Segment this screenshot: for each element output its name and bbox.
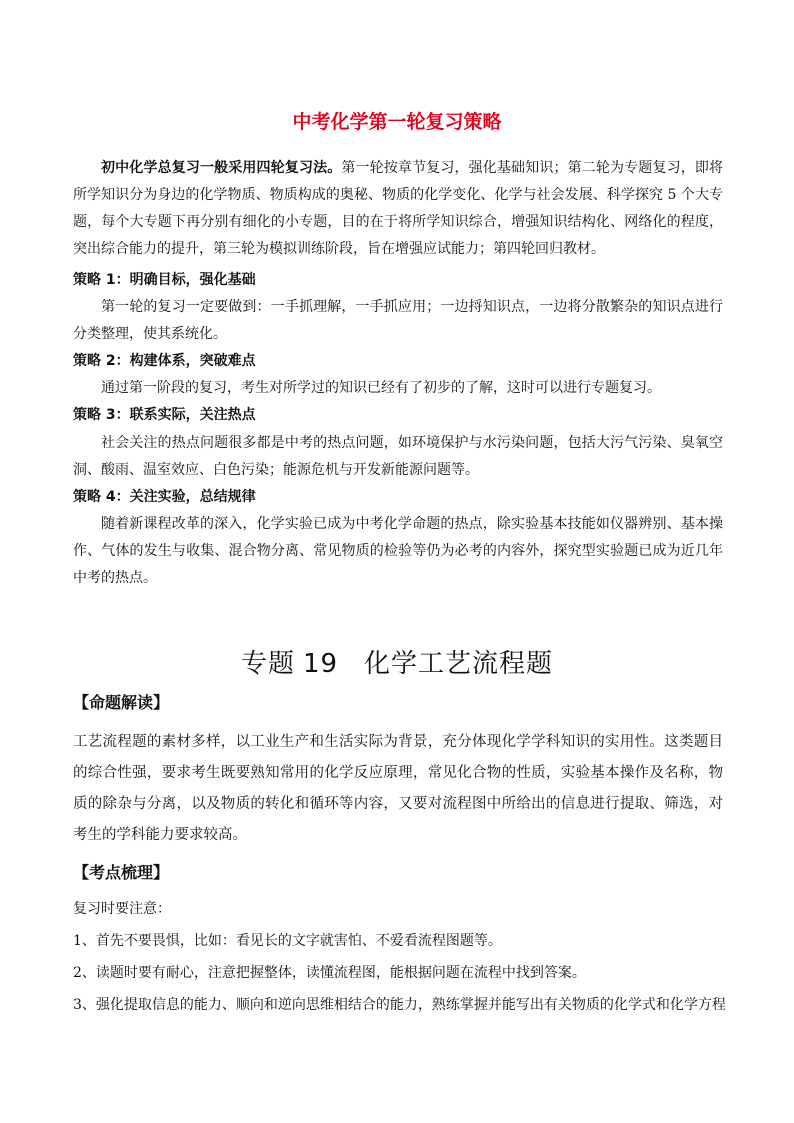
intro-lead: 初中化学总复习一般采用四轮复习法。 [101, 160, 342, 176]
document-title: 中考化学第一轮复习策略 [292, 111, 502, 133]
intro-paragraph [73, 155, 723, 263]
section-interpretation-text: 工艺流程题的素材多样，以工业生产和生活实际为背景，充分体现化学学科知识的实用性。这类题目的综合性强，要求考生既要熟知常用的化学反应原理，常见化合物的性质，实验基本操作及名称，物质的除杂与分离，以及物质的转化和循环等内容，又要对流程图中所给出的信息进行提取、筛选，对考生的学科能力要求较高。 [73, 734, 723, 843]
strategy-2-heading: 策略 2：构建体系，突破难点 [73, 353, 256, 369]
strategy-1-heading: 策略 1：明确目标，强化基础 [73, 272, 256, 288]
section-heading-interpretation: 【命题解读】 [73, 693, 170, 712]
key-points-line: 3、强化提取信息的能力、顺向和逆向思维相结合的能力，熟练掌握并能写出有关物质的化学式和化学方程 [73, 997, 726, 1013]
strategy-2-text: 通过第一阶段的复习，考生对所学过的知识已经有了初步的了解，这时可以进行专题复习。 [101, 380, 661, 396]
strategy-4-text: 随着新课程改革的深入，化学实验已成为中考化学命题的热点，除实验基本技能如仪器辨别、基本操作、气体的发生与收集、混合物分离、常见物质的检验等仍为必考的内容外，探究型实验题已成为近几年中考的热点。 [73, 516, 723, 586]
topic-prefix: 专题 [240, 649, 295, 679]
topic-name: 化学工艺流程题 [364, 649, 554, 679]
key-points-line: 2、读题时要有耐心，注意把握整体，读懂流程图，能根据问题在流程中找到答案。 [73, 965, 586, 981]
topic-number: 19 [302, 649, 339, 679]
key-points-line: 1、首先不要畏惧，比如：看见长的文字就害怕、不爱看流程图题等。 [73, 933, 502, 949]
strategy-3-text: 社会关注的热点问题很多都是中考的热点问题，如环境保护与水污染问题，包括大污气污染、臭氧空洞、酸雨、温室效应、白色污染；能源危机与开发新能源问题等。 [73, 435, 723, 478]
topic-title [0, 643, 794, 680]
strategy-3-heading: 策略 3：联系实际，关注热点 [73, 407, 256, 423]
strategy-1-text: 第一轮的复习一定要做到：一手抓理解，一手抓应用；一边捋知识点，一边将分散繁杂的知识点进行分类整理，使其系统化。 [73, 299, 723, 342]
section-heading-key-points: 【考点梳理】 [73, 863, 170, 882]
intro-text: 第一轮按章节复习，强化基础知识；第二轮为专题复习，即将所学知识分为身边的化学物质、物质构成的奥秘、物质的化学变化、化学与社会发展、科学探究 5 个大专题，每个大专题下再分别有细化的小专题，目的在于将所学知识综合，增强知识结构化、网络化的程度，突出综合能力的提升，第三轮为模拟训练阶段，旨在增强应试能力；第四轮回归教材。 [73, 160, 724, 257]
key-points-line: 复习时要注意： [73, 901, 171, 917]
strategy-4-heading: 策略 4：关注实验，总结规律 [73, 489, 256, 505]
